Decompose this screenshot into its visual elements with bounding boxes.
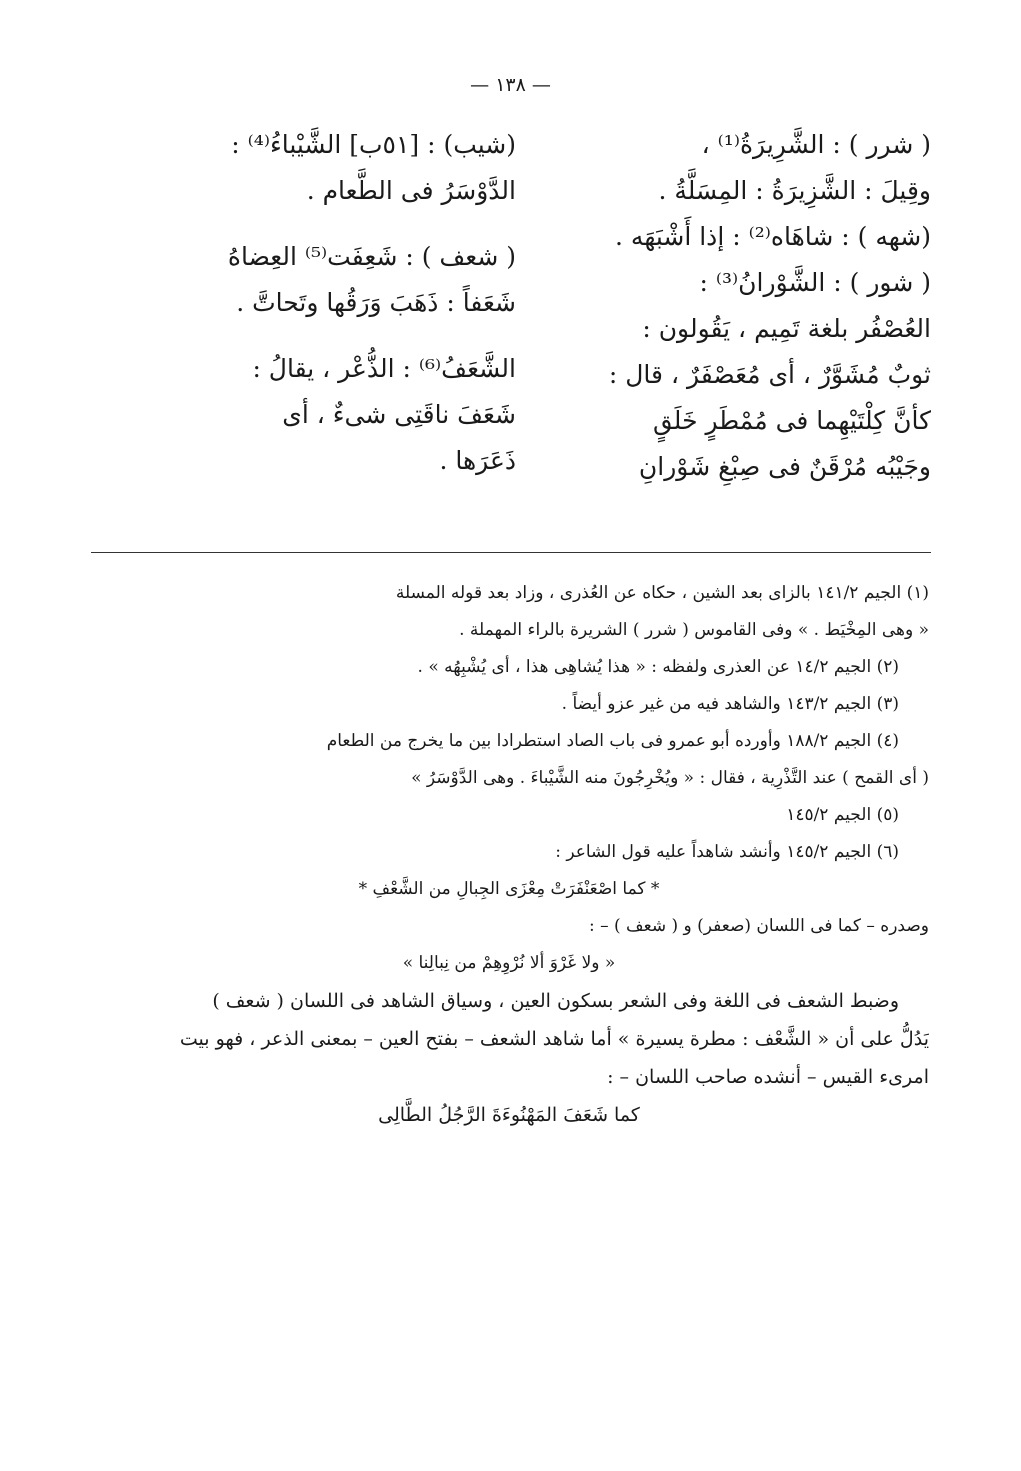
footnote-divider: [91, 552, 931, 553]
footnote-line: (٦) الجيم ١٤٥/٢ وأنشد شاهداً عليه قول الشاعر :: [555, 842, 899, 862]
footnote-line: (٥) الجيم ١٤٥/٢: [786, 805, 899, 825]
entry-line: الدَّوْسَرُ فى الطَّعام .: [306, 176, 516, 205]
footnote-line: ( أى القمح ) عند التَّذْرِية ، فقال : « ويُخْرِجُونَ منه الشَّيْباءَ . وهى الدَّوْسَرُ »: [411, 768, 929, 788]
footnotes: [89, 575, 929, 1134]
footnote-verse: « ولا غَرْوَ ألا نُرْوِهِمْ من نِبالِنا »: [402, 953, 616, 973]
verse-line: وجَيْبُه مُرْقَنٌ فى صِبْغِ شَوْرانِ: [638, 452, 931, 481]
footnote-line: وضبط الشعف فى اللغة وفى الشعر بسكون العين ، وسياق الشاهد فى اللسان ( شعف ): [212, 990, 899, 1012]
footnote-line: (٢) الجيم ١٤/٢ عن العذرى ولفظه : « هذا يُشاهِى هذا ، أى يُشْبِهُه » .: [417, 657, 899, 677]
entry-line: شَعَفَ ناقَتِى شىءٌ ، أى: [282, 400, 516, 429]
entry-line: ( شعف ) : شَعِفَت⁽⁵⁾ العِضاهُ: [227, 242, 516, 271]
footnote-line: (٣) الجيم ١٤٣/٢ والشاهد فيه من غير عزو أيضاً .: [561, 694, 899, 714]
left-column: [166, 122, 516, 484]
page-number: — ١٣٨ —: [470, 74, 551, 96]
entry-line: ( شرر ) : الشَّرِيرَةُ⁽¹⁾ ،: [701, 130, 931, 159]
entry-line: الشَّعَفُ⁽⁶⁾ : الذُّعْر ، يقالُ :: [252, 354, 516, 383]
footnote-line: وصدره – كما فى اللسان (صعفر) و ( شعف ) – :: [588, 916, 929, 936]
footnote-line: (٤) الجيم ١٨٨/٢ وأورده أبو عمرو فى باب الصاد استطرادا بين ما يخرج من الطعام: [326, 731, 899, 751]
entry-line: وقِيلَ : الشَّزِيرَةُ : المِسَلَّةُ .: [658, 176, 931, 205]
entry-line: العُصْفُر بلغة تَمِيم ، يَقُولون :: [642, 314, 931, 343]
footnote-line: (١) الجيم ١٤١/٢ بالزاى بعد الشين ، حكاه عن العُذرى ، وزاد بعد قوله المسلة: [395, 583, 929, 603]
entry-line: ثوبٌ مُشَوَّرٌ ، أى مُعَصْفَرٌ ، قال :: [608, 360, 931, 389]
entry-line: ذَعَرَها .: [439, 446, 516, 475]
right-column: [551, 122, 931, 490]
footnote-verse: كما شَعَفَ المَهْنُوءَةَ الرَّجُلُ الطَّالِى: [378, 1104, 640, 1126]
footnote-line: امرىء القيس – أنشده صاحب اللسان – :: [607, 1066, 929, 1088]
footnote-line: « وهى المِخْيَط . » وفى القاموس ( شرر ) الشريرة بالراء المهملة .: [459, 620, 929, 640]
entry-line: ( شور ) : الشَّوْرانُ⁽³⁾ :: [699, 268, 931, 297]
footnote-verse: * كما اصْعَنْفَرَتْ مِعْزَى الجِبالِ من الشَّعْفِ *: [358, 879, 660, 899]
entry-line: (شيب) : [٥١ب] الشَّيْباءُ⁽⁴⁾ :: [231, 130, 516, 159]
entry-line: شَعَفاً : ذَهَبَ وَرَقُها وتَحاتَّ .: [236, 288, 516, 317]
entry-line: (شهه ) : شاهَاه⁽²⁾ : إذا أَشْبَهَه .: [615, 222, 931, 251]
footnote-line: يَدُلُّ على أن « الشَّعْف : مطرة يسيرة » أما شاهد الشعف – بفتح العين – بمعنى الذعر ، فهو بيت: [179, 1028, 929, 1050]
verse-line: كأنَّ كِلْتَيْهِما فى مُمْطَرٍ خَلَقٍ: [652, 406, 931, 435]
